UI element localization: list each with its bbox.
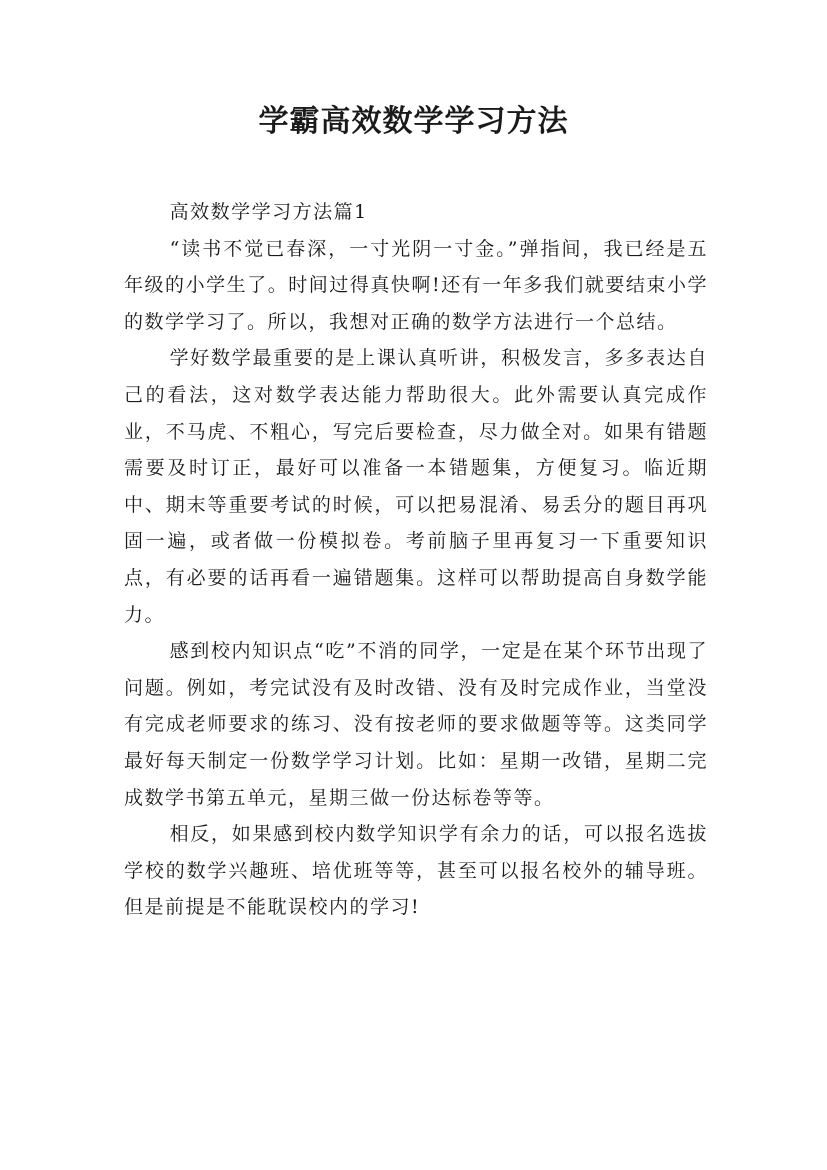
paragraph-2: 学好数学最重要的是上课认真听讲，积极发言，多多表达自己的看法，这对数学表达能力帮助很大。此外需要认真完成作业，不马虎、不粗心，写完后要检查，尽力做全对。如果有错题需要及时订正，最好可以准备一本错题集，方便复习。临近期中、期末等重要考试的时候，可以把易混淆、易丢分的题目再巩固一遍，或者做一份模拟卷。考前脑子里再复习一下重要知识点，有必要的话再看一遍错题集。这样可以帮助提高自身数学能力。 — [124, 347, 708, 626]
document-body — [124, 194, 708, 926]
paragraph-3: 感到校内知识点“吃”不消的同学，一定是在某个环节出现了问题。例如，考完试没有及时改错、没有及时完成作业，当堂没有完成老师要求的练习、没有按老师的要求做题等等。这类同学最好每天制定一份数学学习计划。比如：星期一改错，星期二完成数学书第五单元，星期三做一份达标卷等等。 — [124, 640, 708, 809]
paragraph-4: 相反，如果感到校内数学知识学有余力的话，可以报名选拔学校的数学兴趣班、培优班等等，甚至可以报名校外的辅导班。但是前提是不能耽误校内的学习! — [124, 823, 708, 919]
paragraph-1: “读书不觉已春深，一寸光阴一寸金。”弹指间，我已经是五年级的小学生了。时间过得真快啊!还有一年多我们就要结束小学的数学学习了。所以，我想对正确的数学方法进行一个总结。 — [124, 237, 708, 333]
document-title: 学霸高效数学学习方法 — [258, 104, 569, 139]
section-heading: 高效数学学习方法篇1 — [169, 201, 368, 223]
